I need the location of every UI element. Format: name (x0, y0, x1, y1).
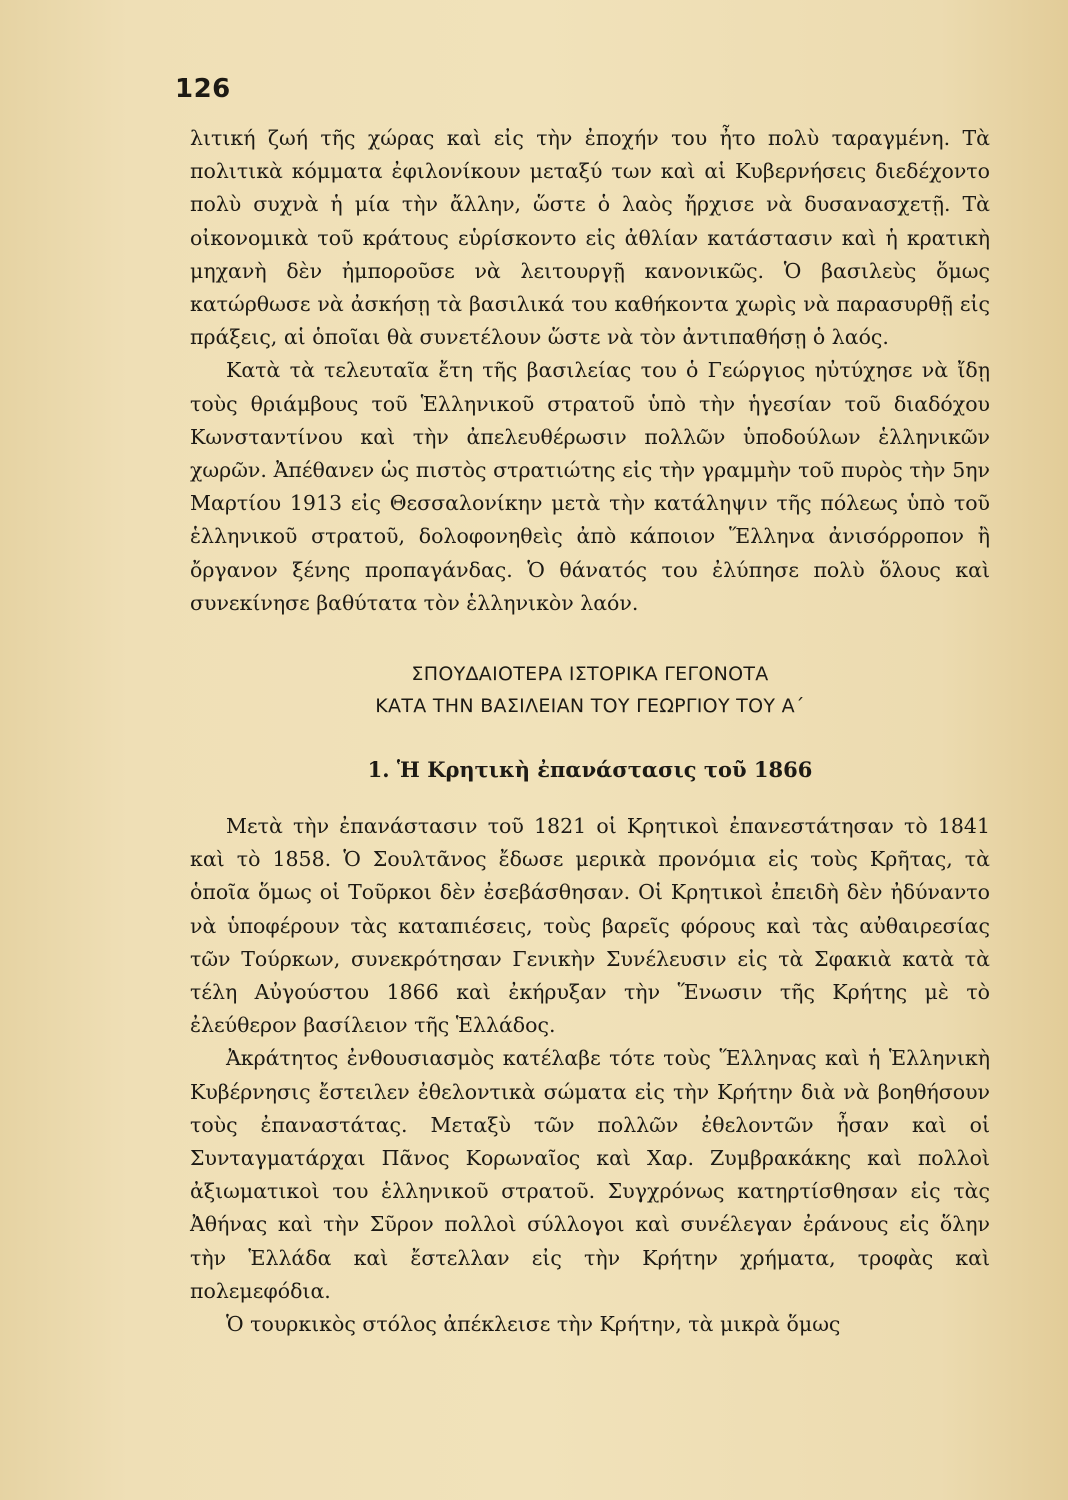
paragraph-turkish-fleet: Ὁ τουρκικὸς στόλος ἀπέκλεισε τὴν Κρήτην, τὰ μικρὰ ὅμως (226, 1312, 841, 1337)
paragraph-continuation: λιτική ζωή τῆς χώρας καὶ εἰς τὴν ἐποχήν του ἦτο πολὺ ταραγμένη. Τὰ πολιτικὰ κόμματα ἐφιλονίκουν μεταξύ των καὶ αἱ Κυβερνήσεις διεδέχοντο πολὺ συχνὰ ἡ μία τὴν ἄλλην, ὥστε ὁ λαὸς ἤρχισε νὰ δυσανασχετῇ. Τὰ οἰκονομικὰ τοῦ κράτους εὑρίσκοντο εἰς ἀθλίαν κατάστασιν καὶ ἡ κρατικὴ μηχανὴ δὲν ἠμποροῦσε νὰ λειτουργῇ κανονικῶς. Ὁ βασιλεὺς ὅμως κατώρθωσε νὰ ἀσκήσῃ τὰ βασιλικά του καθήκοντα χωρὶς νὰ παρασυρθῇ εἰς πράξεις, αἱ ὁποῖαι θὰ συνετέλουν ὥστε νὰ τὸν ἀντιπαθήσῃ ὁ λαός. (190, 126, 990, 350)
paragraph-george-death: Κατὰ τὰ τελευταῖα ἔτη τῆς βασιλείας του ὁ Γεώργιος ηὐτύχησε νὰ ἴδῃ τοὺς θριάμβους τοῦ Ἑλληνικοῦ στρατοῦ ὑπὸ τὴν ἡγεσίαν τοῦ διαδόχου Κωνσταντίνου καὶ τὴν ἀπελευθέρωσιν πολλῶν ὑποδούλων ἑλληνικῶν χωρῶν. Ἀπέθανεν ὡς πιστὸς στρατιώτης εἰς τὴν γραμμὴν τοῦ πυρὸς τὴν 5ην Μαρτίου 1913 εἰς Θεσσαλονίκην μετὰ τὴν κατάληψιν τῆς πόλεως ὑπὸ τοῦ ἑλληνικοῦ στρατοῦ, δολοφονηθεὶς ἀπὸ κάποιον Ἕλληνα ἀνισόρροπον ἢ ὄργανον ξένης προπαγάνδας. Ὁ θάνατός του ἐλύπησε πολὺ ὅλους καὶ συνεκίνησε βαθύτατα τὸν ἑλληνικὸν λαόν. (190, 358, 990, 615)
section-heading (190, 658, 990, 722)
paragraph-crete-revolution: Μετὰ τὴν ἐπανάστασιν τοῦ 1821 οἱ Κρητικοὶ ἐπανεστάτησαν τὸ 1841 καὶ τὸ 1858. Ὁ Σουλτᾶνος ἔδωσε μερικὰ προνόμια εἰς τοὺς Κρῆτας, τὰ ὁποῖα ὅμως οἱ Τοῦρκοι δὲν ἐσεβάσθησαν. Οἱ Κρητικοὶ ἐπειδὴ δὲν ἠδύναντο νὰ ὑποφέρουν τὰς καταπιέσεις, τοὺς βαρεῖς φόρους καὶ τὰς αὐθαιρεσίας τῶν Τούρκων, συνεκρότησαν Γενικὴν Συνέλευσιν εἰς τὰ Σφακιὰ κατὰ τὰ τέλη Αὐγούστου 1866 καὶ ἐκήρυξαν τὴν Ἕνωσιν τῆς Κρήτης μὲ τὸ ἐλεύθερον βασίλειον τῆς Ἑλλάδος. (190, 814, 990, 1038)
page-number: 126 (175, 74, 231, 104)
paragraph-volunteers: Ἀκράτητος ἐνθουσιασμὸς κατέλαβε τότε τοὺς Ἕλληνας καὶ ἡ Ἑλληνικὴ Κυβέρνησις ἔστειλεν ἐθελοντικὰ σώματα εἰς τὴν Κρήτην διὰ νὰ βοηθήσουν τοὺς ἐπαναστάτας. Μεταξὺ τῶν πολλῶν ἐθελοντῶν ἦσαν καὶ οἱ Συνταγματάρχαι Πᾶνος Κορωναῖος καὶ Χαρ. Ζυμβρακάκης καὶ πολλοὶ ἀξιωματικοὶ του ἑλληνικοῦ στρατοῦ. Συγχρόνως κατηρτίσθησαν εἰς τὰς Ἀθήνας καὶ τὴν Σῦρον πολλοὶ σύλλογοι καὶ συνέλεγαν ἐράνους εἰς ὅλην τὴν Ἑλλάδα καὶ ἔστελλαν εἰς τὴν Κρήτην χρήματα, τροφὰς καὶ πολεμεφόδια. (190, 1046, 990, 1303)
page-body (190, 122, 990, 1341)
subsection-heading: 1. Ἡ Κρητικὴ ἐπανάστασις τοῦ 1866 (367, 757, 813, 783)
section-heading-line-2: ΚΑΤΑ ΤΗΝ ΒΑΣΙΛΕΙΑΝ ΤΟΥ ΓΕΩΡΓΙΟΥ ΤΟΥ Α΄ (375, 695, 805, 718)
section-heading-line-1: ΣΠΟΥΔΑΙΟΤΕΡΑ ΙΣΤΟΡΙΚΑ ΓΕΓΟΝΟΤΑ (411, 663, 769, 686)
